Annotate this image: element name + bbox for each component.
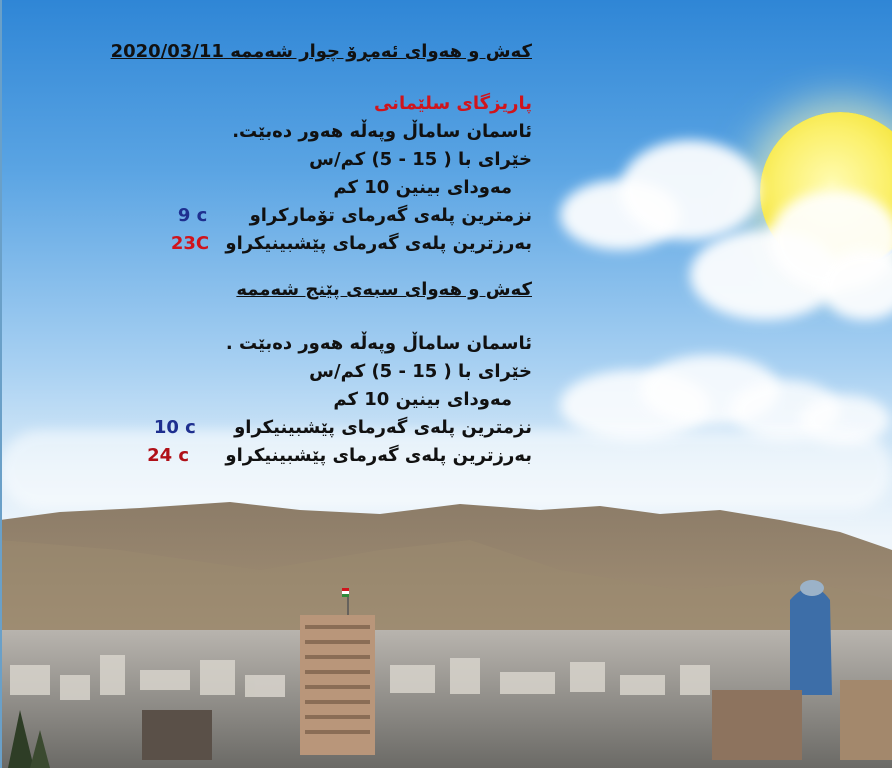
- max-temperature-label: بەرزترین پلەی گەرمای پێشبینیکراو: [225, 233, 532, 254]
- spacer: [130, 66, 532, 90]
- visibility-label: مەودای بینین: [395, 177, 512, 198]
- wind-unit: کم/س: [309, 361, 366, 382]
- min-temperature-label: نزمترین پلەی گەرمای پێشبینیکراو: [234, 417, 532, 438]
- today-min-temperature: [130, 202, 532, 230]
- spacer: [130, 304, 532, 330]
- today-visibility: [130, 174, 532, 202]
- visibility-value: 10 کم: [333, 177, 390, 198]
- min-temperature-value: 10 c: [153, 417, 196, 438]
- tomorrow-sky-condition: ئاسمان ساماڵ وپەڵە هەور دەبێت .: [225, 333, 532, 354]
- wind-value: (5 - 15 ): [371, 361, 452, 382]
- forecast-text-panel: [110, 38, 532, 470]
- wind-value: (5 - 15 ): [371, 149, 452, 170]
- today-max-temperature: [130, 230, 532, 258]
- max-temperature-value: 24 c: [147, 445, 190, 466]
- tomorrow-wind-speed: [130, 358, 532, 386]
- tomorrow-visibility: [130, 386, 532, 414]
- visibility-label: مەودای بینین: [395, 389, 512, 410]
- province-name: پاریزگای سلێمانی: [373, 93, 532, 114]
- tomorrow-max-temperature: [130, 442, 532, 470]
- min-temperature-label: نزمترین پلەی گەرمای تۆمارکراو: [249, 205, 532, 226]
- today-wind-speed: [130, 146, 532, 174]
- min-temperature-value: 9 c: [177, 205, 208, 226]
- max-temperature-label: بەرزترین پلەی گەرمای پێشبینیکراو: [225, 445, 532, 466]
- max-temperature-value: 23C: [170, 233, 210, 254]
- today-sky-condition: ئاسمان ساماڵ وپەڵە هەور دەبێت.: [232, 121, 532, 142]
- left-edge-line: [0, 0, 2, 768]
- wind-label: خێرای با: [458, 361, 532, 382]
- spacer: [130, 258, 532, 276]
- cloud: [620, 140, 760, 240]
- today-heading: کەش و هەوای ئەمڕۆ چوار شەممە 2020/03/11: [110, 41, 532, 62]
- visibility-value: 10 کم: [333, 389, 390, 410]
- wind-label: خێرای با: [458, 149, 532, 170]
- wind-unit: کم/س: [309, 149, 366, 170]
- tomorrow-heading: کەش و هەوای سبەی پێنج شەممە: [236, 279, 532, 300]
- tomorrow-min-temperature: [130, 414, 532, 442]
- mountain-city-landscape: [0, 480, 892, 768]
